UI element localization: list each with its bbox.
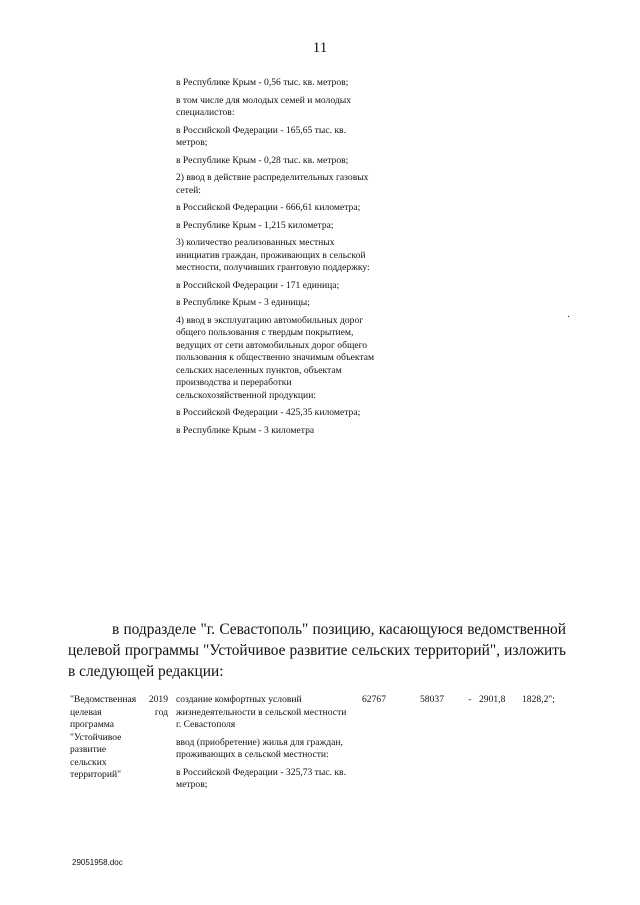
scan-dot: · <box>567 312 571 323</box>
indicator-item: в Российской Федерации - 171 единица; <box>176 279 340 291</box>
indicator-item: в Российской Федерации - 425,35 километра; <box>176 407 361 418</box>
indicator-item: 3) количество реализованных местных инициатив граждан, проживающих в сельской местности, получивших грантовую поддержку: <box>176 237 370 273</box>
value-cell-3: - <box>468 694 472 705</box>
program-name-cell: "Ведомственная целевая программа "Устойчивое развитие сельских территорий" <box>70 694 137 780</box>
description-line: ввод (приобретение) жилья для граждан, проживающих в сельской местности: <box>176 736 343 760</box>
indicator-item: в Республике Крым - 0,56 тыс. кв. метров; <box>176 77 349 88</box>
year-cell: 2019 год <box>148 694 168 718</box>
description-line: в Российской Федерации - 325,73 тыс. кв. метров; <box>176 766 346 790</box>
indicator-item: в Республике Крым - 3 единицы; <box>176 297 310 308</box>
indicator-item: в Республике Крым - 1,215 километра; <box>176 219 334 231</box>
document-code: 29051958.doc <box>72 858 123 867</box>
indicator-list <box>176 77 376 442</box>
indicator-item: 2) ввод в действие распределительных газовых сетей: <box>176 172 369 196</box>
value-cell-5: 1828,2"; <box>522 694 555 705</box>
description-cell <box>176 694 348 797</box>
indicator-item: в том числе для молодых семей и молодых специалистов: <box>176 94 351 118</box>
indicator-item: в Республике Крым - 3 километра <box>176 424 315 436</box>
value-cell-2: 58037 <box>420 694 444 705</box>
description-line: создание комфортных условий жизнедеятельности в сельской местности г. Севастополя <box>176 694 347 730</box>
value-cell-1: 62767 <box>362 694 386 705</box>
amendment-instruction <box>68 619 566 682</box>
page-number: 11 <box>312 40 328 56</box>
indicator-item: в Российской Федерации - 165,65 тыс. кв. метров; <box>176 124 346 148</box>
value-cell-4: 2901,8 <box>479 694 506 705</box>
indicator-item: 4) ввод в эксплуатацию автомобильных дорог общего пользования с твердым покрытием, ведущих от сети автомобильных дорог общего пользования к общественно значимым объектам сельских населенных пунктов, объектам производства и переработки сельскохозяйственной продукции: <box>176 314 375 401</box>
instruction-text: в подразделе "г. Севастополь" позицию, касающуюся ведомственной целевой программы "Устойчивое развитие сельских территорий", изложить в следующей редакции: <box>68 621 566 680</box>
indicator-item: в Российской Федерации - 666,61 километра; <box>176 202 361 213</box>
indicator-item: в Республике Крым - 0,28 тыс. кв. метров; <box>176 154 349 166</box>
